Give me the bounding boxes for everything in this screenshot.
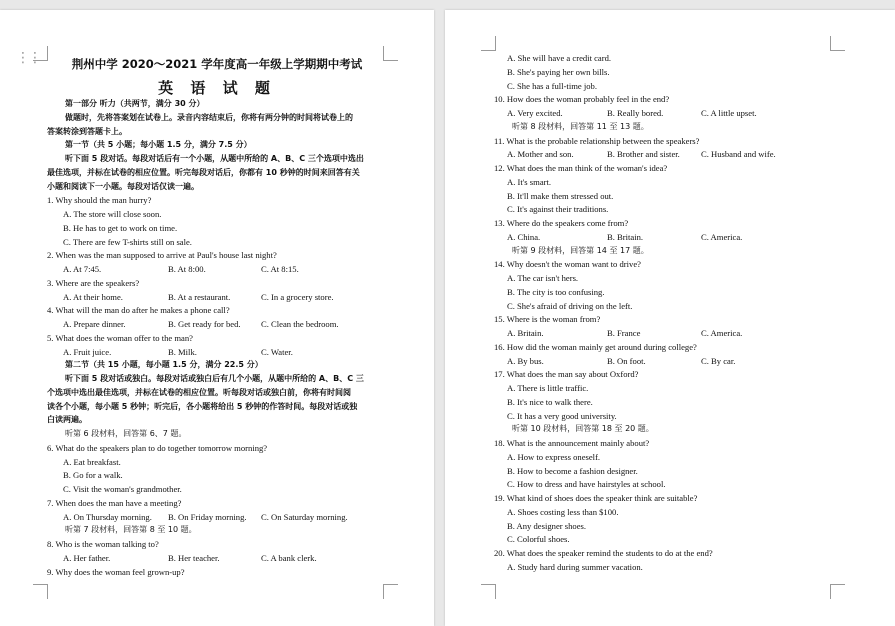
answer-option: A. Shoes costing less than $100. (507, 506, 619, 517)
answer-option: C. At 8:15. (261, 264, 299, 274)
question-text: 19. What kind of shoes does the speaker think are suitable? (494, 493, 698, 503)
answer-option: A. Prepare dinner. (63, 319, 126, 329)
answer-option: C. America. (701, 231, 743, 242)
answer-option: A. How to express oneself. (507, 451, 601, 462)
question-text: 14. Why doesn't the woman want to drive? (494, 259, 641, 270)
instruction-text: 听下面 5 段对话。每段对话后有一个小题，从题中所给的 A、B、C 三个选项中选出 (65, 154, 364, 163)
answer-option: B. Her teacher. (168, 552, 220, 563)
answer-option: B. How to become a fashion designer. (507, 465, 638, 476)
answer-option: A. By bus. (507, 355, 544, 366)
question-text: 4. What will the man do after he makes a phone call? (47, 305, 230, 316)
section-note: 听第 8 段材料，回答第 11 至 13 题。 (512, 121, 649, 131)
answer-option: B. Get ready for bed. (168, 319, 241, 329)
question-text: 3. Where are the speakers? (47, 277, 140, 288)
answer-option: B. It's nice to walk there. (507, 396, 593, 407)
corner-mark (481, 584, 496, 599)
answer-option: B. Britain. (607, 231, 644, 242)
answer-option: C. A little upset. (701, 108, 757, 118)
answer-option: C. There are few T-shirts still on sale. (63, 236, 192, 247)
answer-option: C. Husband and wife. (701, 149, 776, 160)
answer-option: A. China. (507, 231, 541, 242)
question-text: 7. When does the man have a meeting? (47, 497, 182, 508)
question-text: 8. Who is the woman talking to? (47, 539, 159, 549)
instruction-text: 做题时，先将答案划在试卷上。录音内容结束后，你将有两分钟的时间将试卷上的 (65, 112, 353, 122)
question-text: 12. What does the man think of the woman's idea? (494, 163, 668, 173)
answer-option: B. On foot. (607, 355, 646, 366)
answer-option: B. Go for a walk. (63, 470, 123, 481)
answer-option: C. By car. (701, 355, 736, 366)
answer-option: A. It's smart. (507, 176, 552, 187)
question-text: 9. Why does the woman feel grown-up? (47, 566, 185, 577)
section-note: 听第 9 段材料，回答第 14 至 17 题。 (512, 245, 649, 255)
section-note: 听第 7 段材料，回答第 8 至 10 题。 (65, 525, 197, 535)
right-page (445, 10, 895, 626)
answer-option: C. She's afraid of driving on the left. (507, 300, 633, 311)
answer-option: B. Really bored. (607, 108, 664, 118)
answer-option: B. On Friday morning. (168, 511, 247, 522)
answer-option: A. There is little traffic. (507, 383, 589, 393)
answer-option: B. Milk. (168, 346, 197, 357)
question-text: 10. How does the woman probably feel in the end? (494, 94, 670, 105)
question-text: 1. Why should the man hurry? (47, 195, 152, 206)
instruction-text: 听下面 5 段对话或独白。每段对话或独白后有几个小题，从题中所给的 A、B、C 三 (65, 374, 364, 383)
answer-option: C. Water. (261, 346, 293, 357)
question-text: 6. What do the speakers plan to do together tomorrow morning? (47, 442, 268, 453)
corner-mark (33, 584, 48, 599)
left-page (0, 10, 434, 626)
answer-option: A. Eat breakfast. (63, 456, 121, 467)
instruction-text: 最佳选项，并标在试卷的相应位置。听完每段对话后，你都有 10 秒钟的时间来回答有关 (47, 167, 360, 177)
instruction-text: 小题和阅读下一小题。每段对话仅读一遍。 (47, 181, 199, 191)
question-text: 18. What is the announcement mainly about? (494, 438, 650, 448)
answer-option: A. On Thursday morning. (63, 511, 152, 522)
answer-option: C. It has a very good university. (507, 410, 617, 421)
exam-subtitle: 英 语 试 题 (158, 79, 276, 97)
answer-option: B. He has to get to work on time. (63, 222, 178, 233)
answer-option: C. A bank clerk. (261, 552, 317, 563)
answer-option: A. Her father. (63, 552, 111, 563)
answer-option: C. America. (701, 328, 743, 338)
question-text: 13. Where do the speakers come from? (494, 218, 629, 228)
answer-option: A. Fruit juice. (63, 346, 112, 357)
answer-option: A. At their home. (63, 291, 123, 302)
answer-option: C. Clean the bedroom. (261, 319, 339, 329)
answer-option: A. The store will close soon. (63, 209, 162, 219)
answer-option: C. How to dress and have hairstyles at school. (507, 479, 666, 490)
answer-option: C. In a grocery store. (261, 291, 334, 302)
instruction-text: 答案转涂到答题卡上。 (47, 126, 127, 136)
corner-mark (830, 584, 845, 599)
answer-option: A. The car isn't hers. (507, 273, 579, 283)
question-text: 11. What is the probable relationship between the speakers? (494, 135, 700, 146)
answer-option: A. Mother and son. (507, 149, 574, 160)
answer-option: C. On Saturday morning. (261, 511, 348, 522)
answer-option: C. Colorful shoes. (507, 534, 570, 545)
instruction-text: 个选项中选出最佳选项，并标在试卷的相应位置。听每段对话或独白前，你将有时间阅 (47, 387, 351, 397)
answer-option: A. She will have a credit card. (507, 53, 612, 63)
question-text: 2. When was the man supposed to arrive at Paul's house last night? (47, 250, 277, 261)
answer-option: B. France (607, 328, 641, 338)
drag-handle-icon[interactable]: ⋮⋮ (16, 50, 40, 66)
answer-option: B. At a restaurant. (168, 291, 231, 302)
question-text: 5. What does the woman offer to the man? (47, 332, 193, 343)
answer-option: A. At 7:45. (63, 264, 102, 274)
instruction-text: 第二节（共 15 小题，每小题 1.5 分，满分 22.5 分） (65, 360, 263, 370)
instruction-text: 第一节（共 5 小题；每小题 1.5 分，满分 7.5 分） (65, 140, 252, 150)
answer-option: B. It'll make them stressed out. (507, 190, 614, 201)
question-text: 20. What does the speaker remind the students to do at the end? (494, 548, 713, 558)
answer-option: B. At 8:00. (168, 264, 206, 274)
answer-option: C. Visit the woman's grandmother. (63, 484, 182, 494)
answer-option: B. The city is too confusing. (507, 286, 605, 297)
answer-option: A. Britain. (507, 328, 544, 338)
corner-mark (481, 36, 496, 51)
answer-option: B. Brother and sister. (607, 149, 680, 160)
answer-option: A. Very excited. (507, 108, 563, 118)
answer-option: B. She's paying her own bills. (507, 66, 610, 77)
answer-option: C. It's against their traditions. (507, 204, 609, 215)
question-text: 17. What does the man say about Oxford? (494, 369, 639, 380)
corner-mark (383, 584, 398, 599)
question-text: 16. How did the woman mainly get around during college? (494, 341, 697, 352)
exam-title: 荆州中学 2020～2021 学年度高一年级上学期期中考试 (71, 57, 363, 71)
instruction-text: 读各个小题，每小题 5 秒钟；听完后，各小题将给出 5 秒钟的作答时间。每段对话或独 (47, 401, 358, 411)
section-note: 听第 10 段材料，回答第 18 至 20 题。 (512, 424, 654, 434)
section-note: 听第 6 段材料，回答第 6、7 题。 (65, 429, 187, 438)
answer-option: A. Study hard during summer vacation. (507, 561, 643, 572)
instruction-text: 第一部分 听力（共两节，满分 30 分） (65, 99, 205, 108)
answer-option: B. Any designer shoes. (507, 520, 587, 531)
instruction-text: 白读两遍。 (47, 415, 87, 425)
answer-option: C. She has a full-time job. (507, 80, 597, 91)
corner-mark (830, 36, 845, 51)
question-text: 15. Where is the woman from? (494, 314, 601, 325)
